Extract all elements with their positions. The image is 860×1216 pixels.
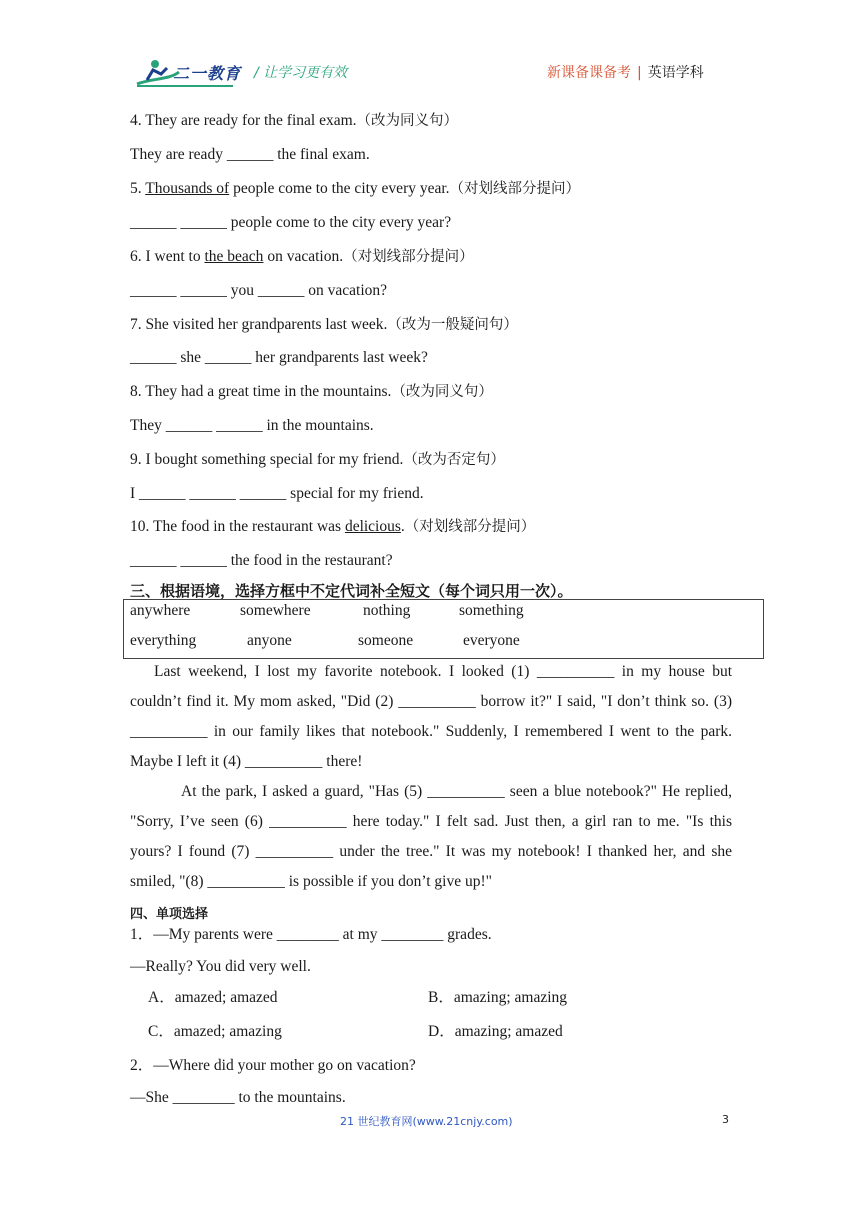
question-10: 10. The food in the restaurant was delicious.（对划线部分提问） xyxy=(130,518,536,535)
answer-10: ______ ______ the food in the restaurant? xyxy=(130,552,393,569)
word-anyone: anyone xyxy=(247,632,292,649)
header-right xyxy=(547,62,704,82)
mc-question-2-reply: —She ________ to the mountains. xyxy=(130,1089,346,1106)
slogan: / 让学习更有效 xyxy=(254,65,348,81)
word-anywhere: anywhere xyxy=(130,602,191,619)
passage-paragraph-2: At the park, I asked a guard, "Has (5) __________ seen a blue notebook?" He replied, "Sorry, I’ve seen (6) __________ here today." I felt sad. Just then, a girl ran to me. "Is this yours? I found (7) __________ under the tree." It was my notebook! I thanked her, and she smiled, "(8) __________ is possible if you don’t give up!" xyxy=(130,783,732,890)
question-4: 4. They are ready for the final exam.（改为同义句） xyxy=(130,112,459,129)
option-b: B．amazing; amazing xyxy=(428,989,568,1006)
word-box xyxy=(123,599,764,659)
answer-4: They are ready ______ the final exam. xyxy=(130,146,370,163)
word-everyone: everyone xyxy=(463,632,520,649)
section-4-title: 四、单项选择 xyxy=(130,907,209,922)
answer-6: ______ ______ you ______ on vacation? xyxy=(130,282,388,299)
question-8: 8. They had a great time in the mountains.（改为同义句） xyxy=(130,383,493,400)
passage-paragraph-1: Last weekend, I lost my favorite notebook. I looked (1) __________ in my house but couldn’t find it. My mom asked, "Did (2) __________ borrow it?" I said, "I don’t think so. (3) __________ in our family likes that notebook." Suddenly, I remembered I went to the park. Maybe I left it (4) __________ there! xyxy=(130,663,732,770)
answer-8: They ______ ______ in the mountains. xyxy=(130,417,374,434)
question-7: 7. She visited her grandparents last week.（改为一般疑问句） xyxy=(130,316,518,333)
answer-7: ______ she ______ her grandparents last week? xyxy=(130,349,428,366)
word-somewhere: somewhere xyxy=(240,602,311,619)
mc-question-1: 1．—My parents were ________ at my ________ grades. xyxy=(130,926,492,943)
mc-question-1-reply: —Really? You did very well. xyxy=(130,958,311,975)
logo-text: 二一教育 xyxy=(173,64,242,83)
option-c: C．amazed; amazing xyxy=(148,1023,282,1040)
word-something: something xyxy=(459,602,524,619)
word-nothing: nothing xyxy=(363,602,411,619)
question-5: 5. Thousands of people come to the city every year.（对划线部分提问） xyxy=(130,180,581,197)
question-9: 9. I bought something special for my friend.（改为否定句） xyxy=(130,451,505,468)
mc-question-2: 2．—Where did your mother go on vacation? xyxy=(130,1057,416,1074)
word-everything: everything xyxy=(130,632,197,649)
option-d: D．amazing; amazed xyxy=(428,1023,563,1040)
header-separator: | xyxy=(637,65,642,81)
header-tagline: 新课备课备考 xyxy=(547,65,631,81)
word-someone: someone xyxy=(358,632,414,649)
footer-site-link[interactable]: 21 世纪教育网(www.21cnjy.com) xyxy=(340,1115,513,1128)
question-6: 6. I went to the beach on vacation.（对划线部分提问） xyxy=(130,248,474,265)
page-number: 3 xyxy=(722,1113,729,1126)
answer-9: I ______ ______ ______ special for my friend. xyxy=(130,485,424,502)
header-subject: 英语学科 xyxy=(647,65,704,81)
section-3-title: 三、根据语境，选择方框中不定代词补全短文（每个词只用一次）。 xyxy=(130,582,573,600)
answer-5: ______ ______ people come to the city every year? xyxy=(130,214,452,231)
option-a: A．amazed; amazed xyxy=(148,989,278,1006)
